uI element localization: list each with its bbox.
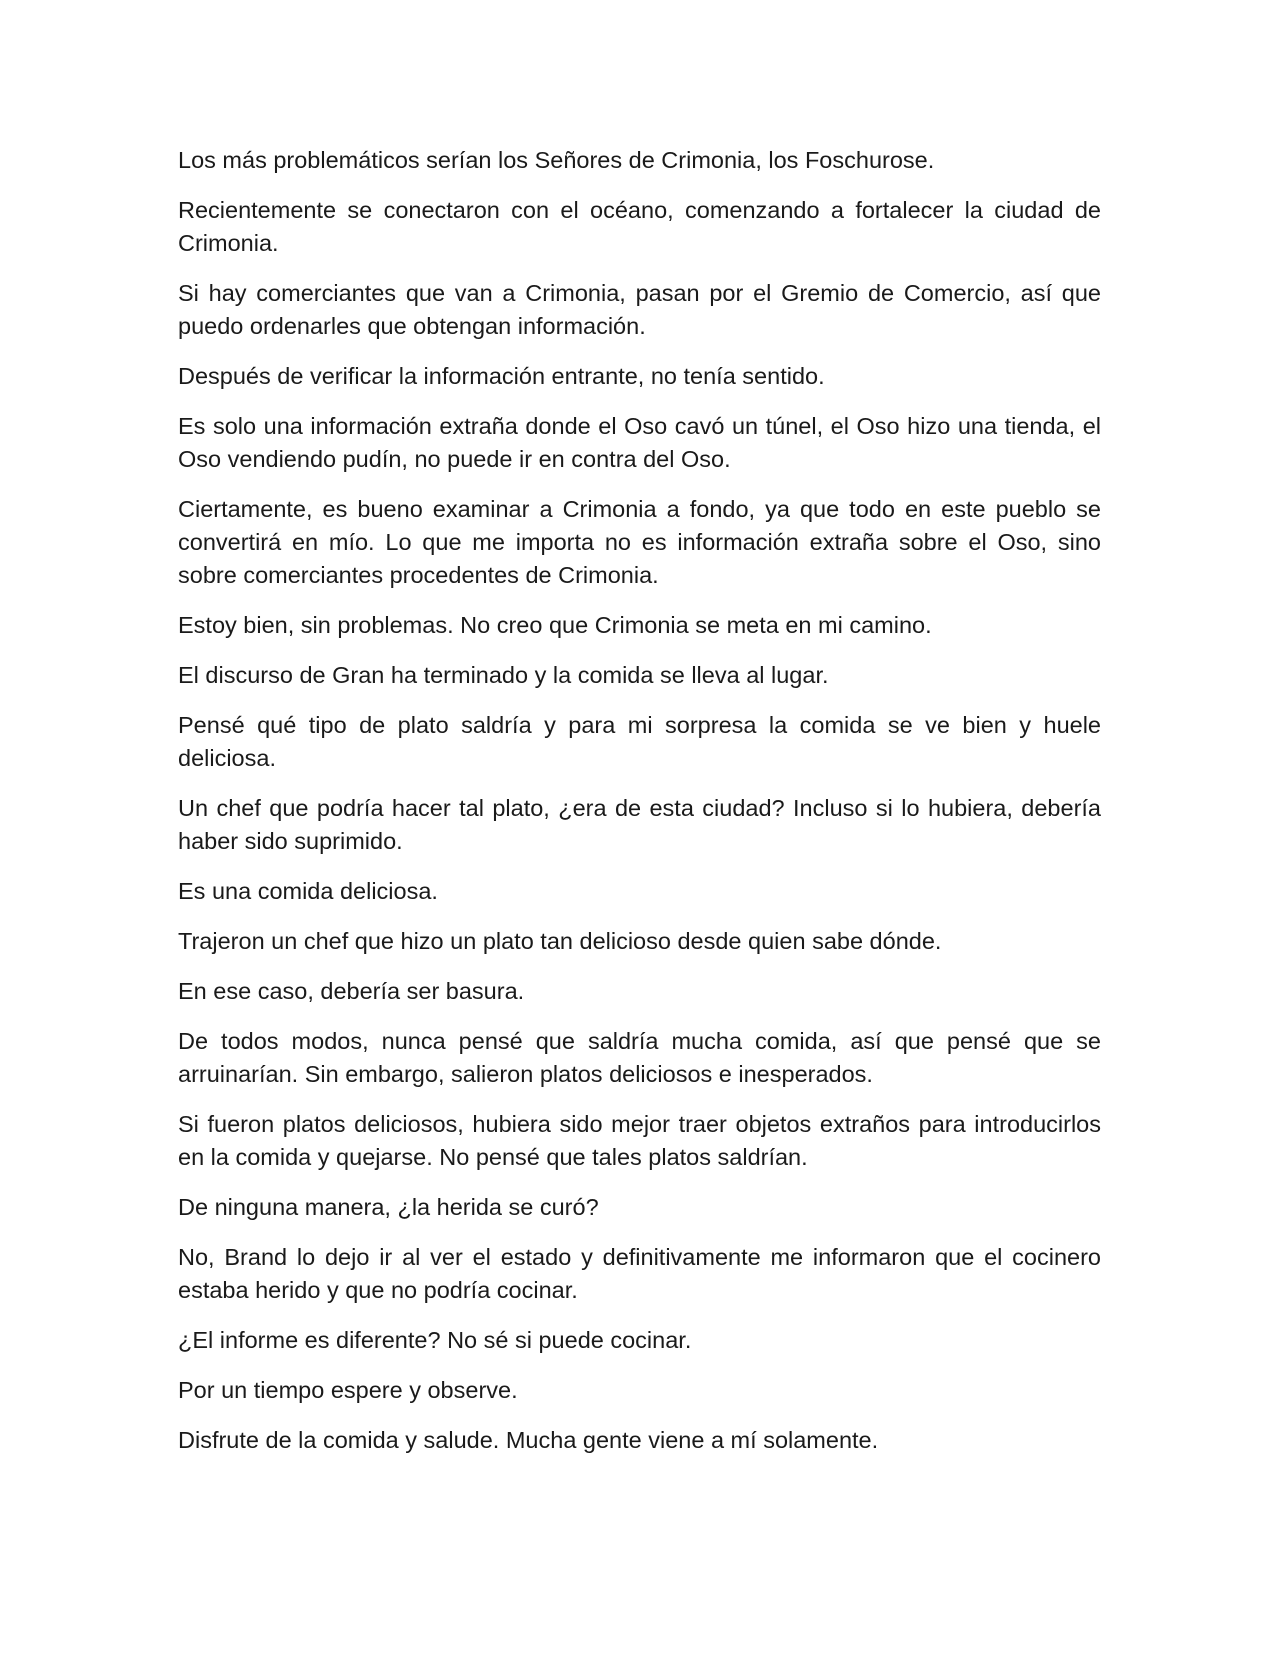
paragraph: Disfrute de la comida y salude. Mucha gente viene a mí solamente. <box>178 1427 879 1453</box>
paragraph: No, Brand lo dejo ir al ver el estado y definitivamente me informaron que el cocinero estaba herido y que no podría cocinar. <box>178 1244 1101 1303</box>
paragraph: Recientemente se conectaron con el océano, comenzando a fortalecer la ciudad de Crimonia. <box>178 197 1101 256</box>
paragraph: De ninguna manera, ¿la herida se curó? <box>178 1194 599 1220</box>
paragraph: En ese caso, debería ser basura. <box>178 978 525 1004</box>
paragraph: Si fueron platos deliciosos, hubiera sido mejor traer objetos extraños para introducirlos en la comida y quejarse. No pensé que tales platos saldrían. <box>178 1111 1101 1170</box>
paragraph: Estoy bien, sin problemas. No creo que Crimonia se meta en mi camino. <box>178 612 932 638</box>
paragraph: ¿El informe es diferente? No sé si puede cocinar. <box>178 1327 692 1353</box>
paragraph: De todos modos, nunca pensé que saldría mucha comida, así que pensé que se arruinarían. Sin embargo, salieron platos deliciosos e inesperados. <box>178 1028 1101 1087</box>
paragraph: Trajeron un chef que hizo un plato tan delicioso desde quien sabe dónde. <box>178 928 942 954</box>
paragraph: Por un tiempo espere y observe. <box>178 1377 518 1403</box>
paragraph: Pensé qué tipo de plato saldría y para mi sorpresa la comida se ve bien y huele deliciosa. <box>178 712 1101 771</box>
paragraph: Si hay comerciantes que van a Crimonia, pasan por el Gremio de Comercio, así que puedo ordenarles que obtengan información. <box>178 280 1101 339</box>
paragraph: Es solo una información extraña donde el Oso cavó un túnel, el Oso hizo una tienda, el Oso vendiendo pudín, no puede ir en contra del Oso. <box>178 413 1101 472</box>
paragraph: Es una comida deliciosa. <box>178 878 438 904</box>
document-body <box>178 144 1101 1474</box>
paragraph: Un chef que podría hacer tal plato, ¿era de esta ciudad? Incluso si lo hubiera, debería haber sido suprimido. <box>178 795 1101 854</box>
paragraph: Los más problemáticos serían los Señores de Crimonia, los Foschurose. <box>178 147 935 173</box>
paragraph: El discurso de Gran ha terminado y la comida se lleva al lugar. <box>178 662 829 688</box>
paragraph: Después de verificar la información entrante, no tenía sentido. <box>178 363 825 389</box>
paragraph: Ciertamente, es bueno examinar a Crimonia a fondo, ya que todo en este pueblo se convertirá en mío. Lo que me importa no es información extraña sobre el Oso, sino sobre comerciantes procedentes de Crimonia. <box>178 496 1101 588</box>
